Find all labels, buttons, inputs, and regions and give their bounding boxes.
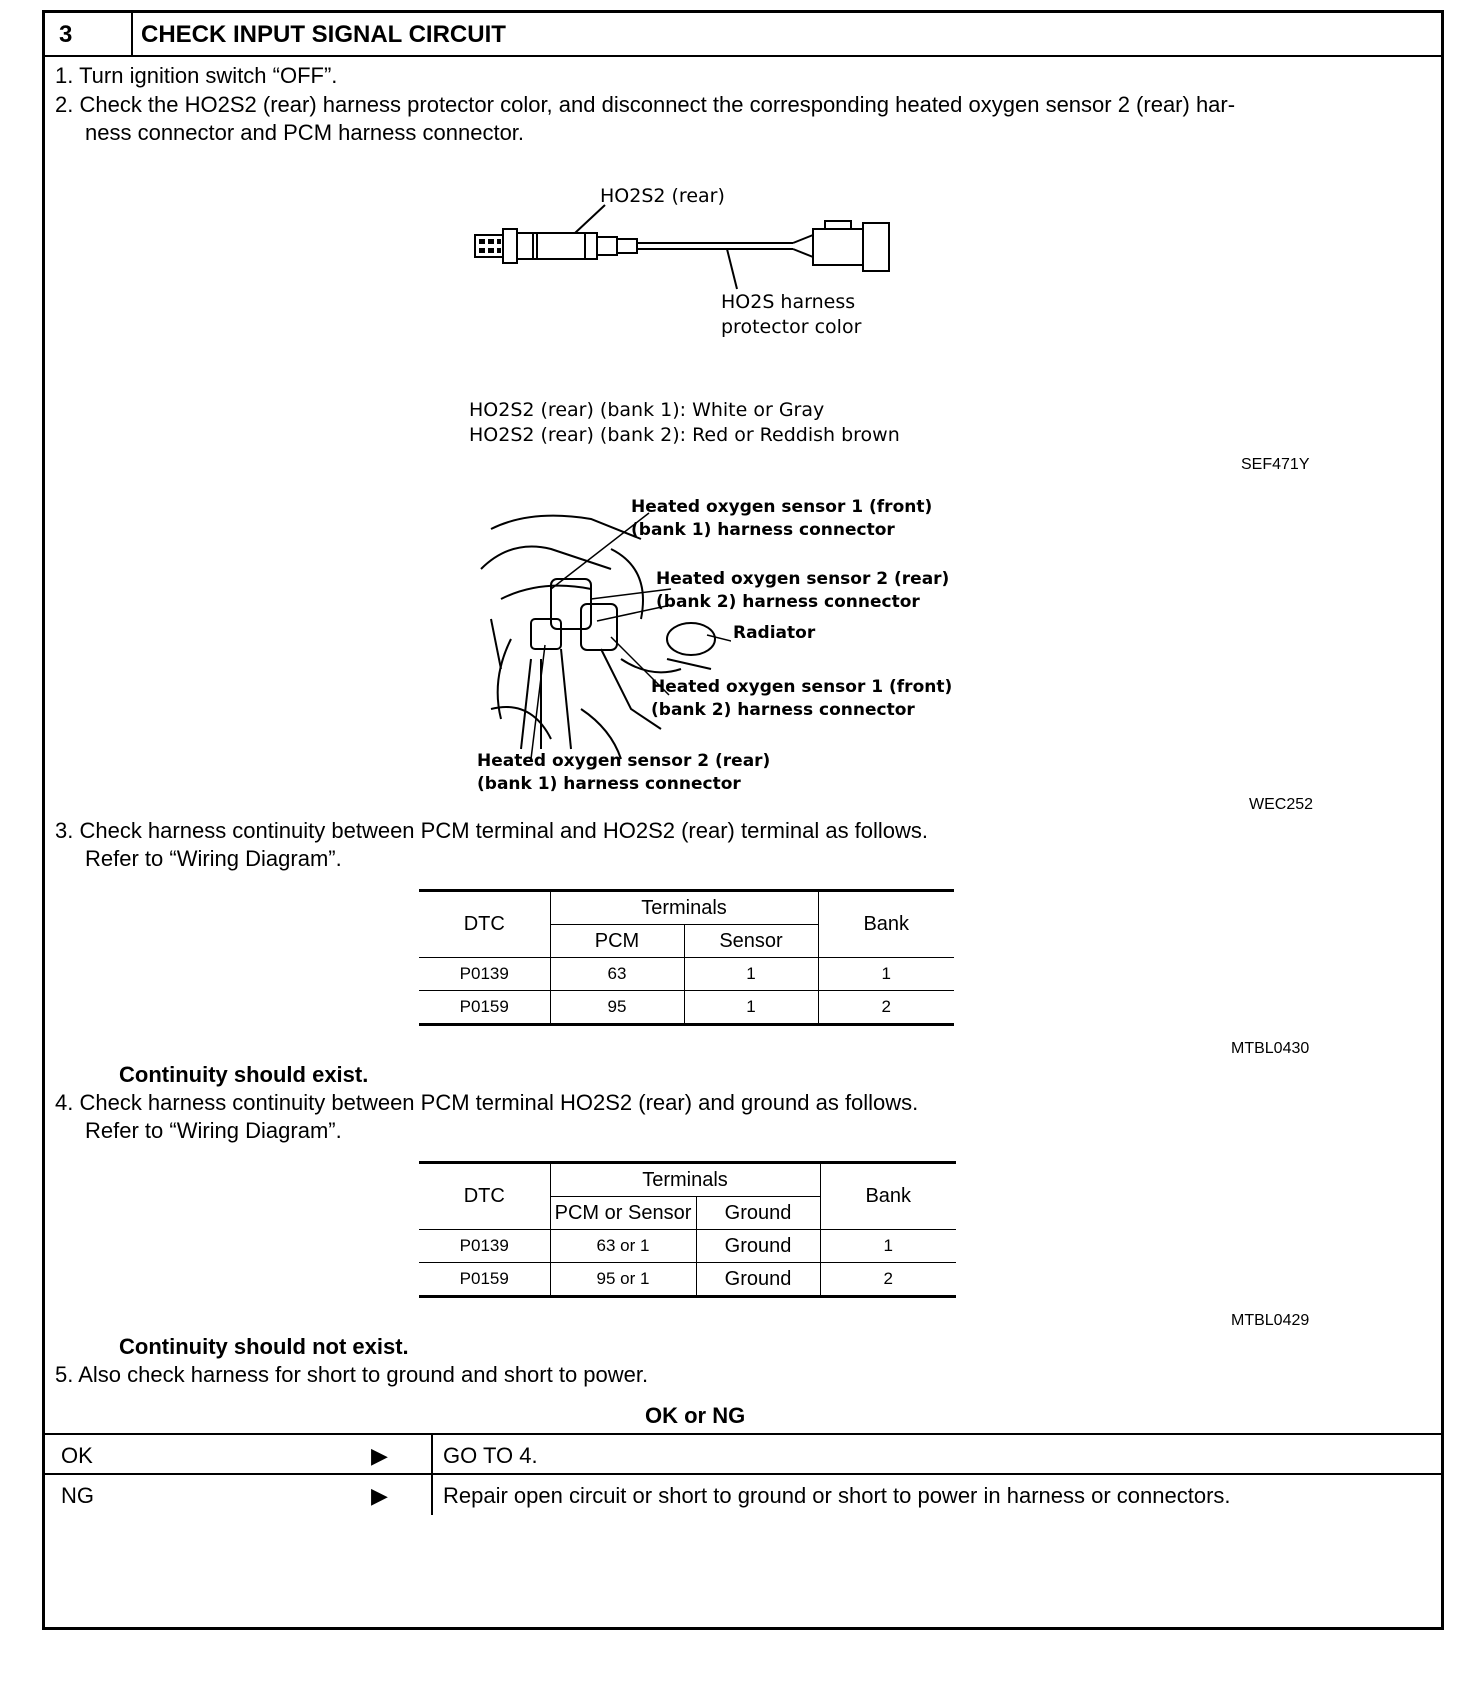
- label-ho2s2-bank1-line-2: (bank 1) harness connector: [477, 774, 741, 794]
- col-header-dtc: DTC: [419, 1163, 550, 1230]
- step-5: 5. Also check harness for short to ground and short to power.: [55, 1362, 649, 1387]
- procedure-box: [42, 10, 1444, 1630]
- label-ho2s1-bank1-line-1: Heated oxygen sensor 1 (front): [631, 497, 933, 517]
- ok-label: OK: [61, 1443, 93, 1468]
- label-ho2s2-bank2-line-2: (bank 2) harness connector: [656, 592, 920, 612]
- header-divider: [131, 13, 133, 55]
- col-header-pcm-or-sensor: PCM or Sensor: [550, 1197, 696, 1230]
- label-ho2s2-bank2-line-1: Heated oxygen sensor 2 (rear): [656, 569, 950, 589]
- continuity-table-2: [419, 1161, 956, 1298]
- continuity-table-1: [419, 889, 954, 1026]
- figure-ref-sef471y: SEF471Y: [1241, 456, 1310, 473]
- label-ho2s1-bank2-line-2: (bank 2) harness connector: [651, 700, 915, 720]
- step-4-line-2: Refer to “Wiring Diagram”.: [85, 1118, 342, 1143]
- col-header-pcm: PCM: [550, 925, 684, 958]
- table-row: P0159 95 or 1 Ground 2: [419, 1263, 956, 1297]
- bank-1-color: HO2S2 (rear) (bank 1): White or Gray: [469, 399, 825, 421]
- table-row: P0159 95 1 2: [419, 991, 954, 1025]
- page-title: CHECK INPUT SIGNAL CIRCUIT: [141, 21, 506, 48]
- result-heading: OK or NG: [645, 1403, 746, 1428]
- header-row: [45, 13, 1441, 57]
- label-radiator: Radiator: [733, 623, 816, 643]
- step-3-line-2: Refer to “Wiring Diagram”.: [85, 846, 342, 871]
- ok-action: GO TO 4.: [443, 1443, 538, 1468]
- label-ho2s2-bank1-line-1: Heated oxygen sensor 2 (rear): [477, 751, 771, 771]
- table-row: P0139 63 1 1: [419, 958, 954, 991]
- result-divider: [431, 1475, 433, 1515]
- arrow-right-icon: ▶: [371, 1443, 388, 1468]
- col-header-terminals: Terminals: [550, 1163, 820, 1197]
- ng-label: NG: [61, 1483, 94, 1508]
- bank-2-color: HO2S2 (rear) (bank 2): Red or Reddish brown: [469, 424, 900, 446]
- step-2-line-1: 2. Check the HO2S2 (rear) harness protector color, and disconnect the corresponding heated oxygen sensor 2 (rear) har-: [55, 92, 1236, 117]
- figure-ref-wec252: WEC252: [1249, 796, 1314, 813]
- ng-action: Repair open circuit or short to ground or short to power in harness or connectors.: [443, 1483, 1231, 1508]
- sensor-label: HO2S2 (rear): [600, 185, 725, 207]
- col-header-bank: Bank: [818, 891, 954, 958]
- col-header-dtc: DTC: [419, 891, 550, 958]
- col-header-terminals: Terminals: [550, 891, 818, 925]
- col-header-sensor: Sensor: [684, 925, 818, 958]
- step-1: 1. Turn ignition switch “OFF”.: [55, 63, 338, 88]
- label-ho2s1-bank1-line-2: (bank 1) harness connector: [631, 520, 895, 540]
- ho2s2-sensor-illustration: [473, 203, 893, 303]
- protector-label-line-2: protector color: [721, 316, 862, 338]
- continuity-note-2: Continuity should not exist.: [119, 1334, 409, 1359]
- step-4-line-1: 4. Check harness continuity between PCM terminal HO2S2 (rear) and ground as follows.: [55, 1090, 919, 1115]
- protector-label-line-1: HO2S harness: [721, 291, 856, 313]
- continuity-note-1: Continuity should exist.: [119, 1062, 369, 1087]
- col-header-ground: Ground: [696, 1197, 820, 1230]
- arrow-right-icon: ▶: [371, 1483, 388, 1508]
- table-row: P0139 63 or 1 Ground 1: [419, 1230, 956, 1263]
- step-number: 3: [59, 21, 73, 48]
- ng-row: [45, 1473, 1441, 1515]
- ok-row: [45, 1433, 1441, 1475]
- table-ref-mtbl0430: MTBL0430: [1231, 1040, 1310, 1057]
- step-2-line-2: ness connector and PCM harness connector.: [85, 120, 525, 145]
- result-divider: [431, 1435, 433, 1475]
- table-ref-mtbl0429: MTBL0429: [1231, 1312, 1310, 1329]
- step-3-line-1: 3. Check harness continuity between PCM terminal and HO2S2 (rear) terminal as follows.: [55, 818, 929, 843]
- engine-bay-illustration: [471, 509, 731, 769]
- col-header-bank: Bank: [820, 1163, 956, 1230]
- label-ho2s1-bank2-line-1: Heated oxygen sensor 1 (front): [651, 677, 953, 697]
